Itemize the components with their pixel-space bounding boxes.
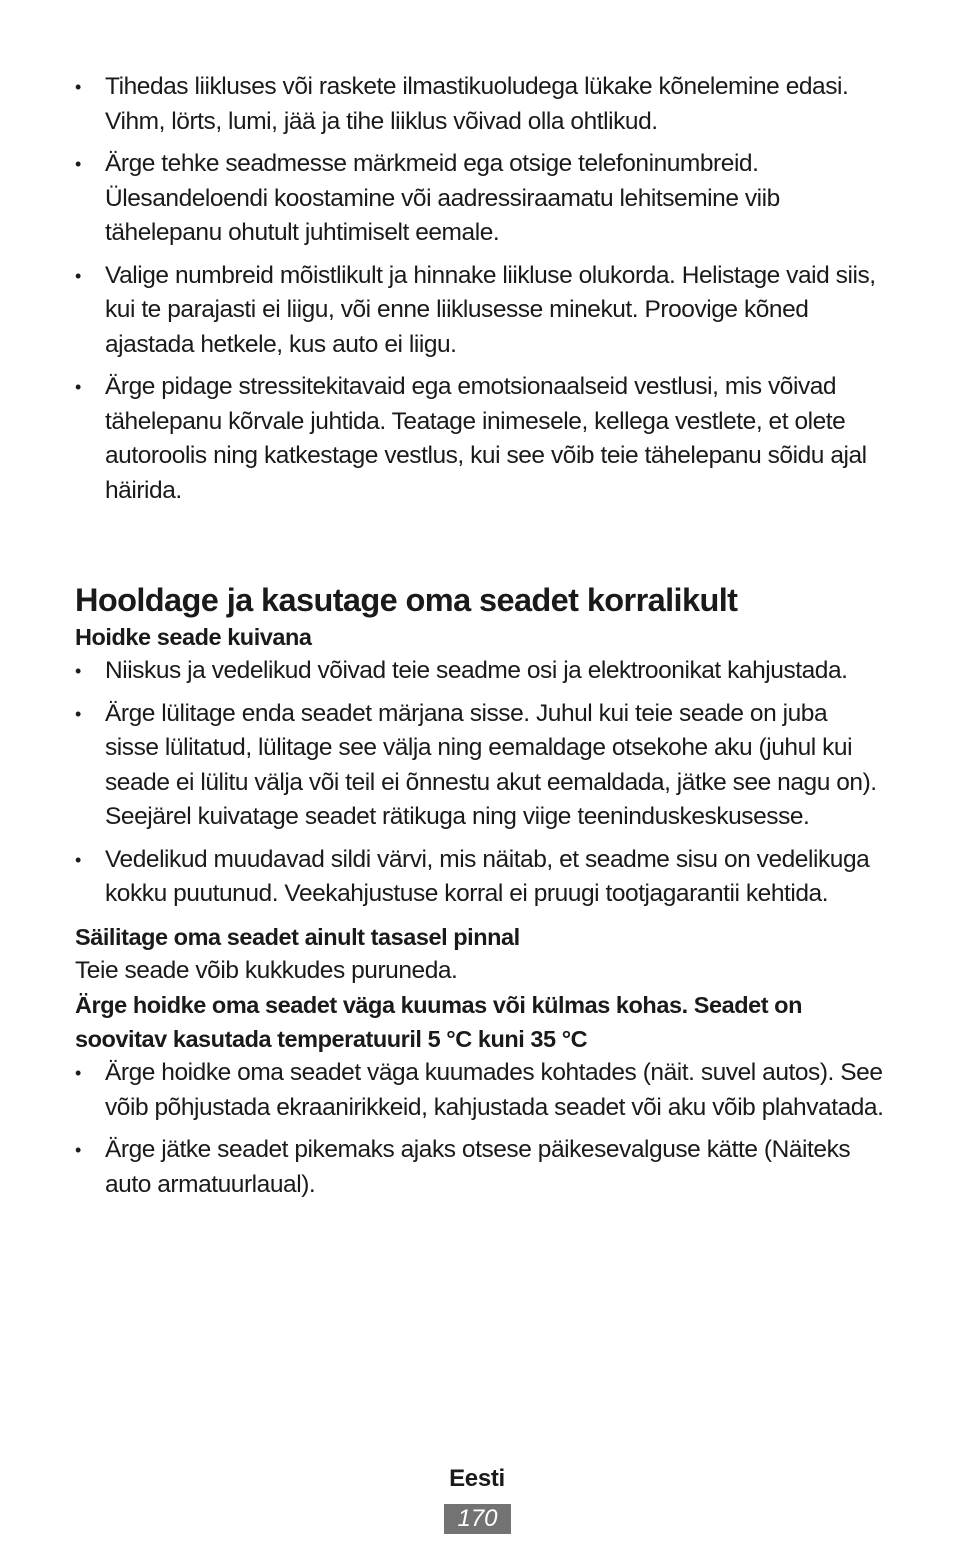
list-item: • Vedelikud muudavad sildi värvi, mis näitab, et seadme sisu on vedelikuga kokku puutunud. Veekahjustuse korral ei pruugi tootjagarantii kehtida.: [75, 843, 885, 912]
document-page: [75, 70, 885, 1210]
subsection-heading-temperature: Ärge hoidke oma seadet väga kuumas või külmas kohas. Seadet on soovitav kasutada temperatuuril 5 °C kuni 35 °C: [75, 992, 802, 1052]
temperature-bullet-list: [75, 1056, 885, 1202]
intro-bullet-list: [75, 70, 885, 508]
list-item: • Tihedas liikluses või raskete ilmastikuoludega lükake kõnelemine edasi. Vihm, lörts, lumi, jää ja tihe liiklus võivad olla ohtlikud.: [75, 70, 885, 139]
flat-surface-text: Teie seade võib kukkudes puruneda.: [75, 956, 458, 984]
dry-bullet-list: [75, 654, 885, 912]
section-title: Hooldage ja kasutage oma seadet korralikult: [75, 582, 738, 618]
subsection-heading-flat: Säilitage oma seadet ainult tasasel pinnal: [75, 923, 520, 950]
list-item: • Valige numbreid mõistlikult ja hinnake liikluse olukorda. Helistage vaid siis, kui te parajasti ei liigu, või enne liiklusesse minekut. Proovige kõned ajastada hetkele, kus auto ei liigu.: [75, 259, 885, 363]
subsection-heading-dry: Hoidke seade kuivana: [75, 624, 312, 650]
page-number: 170: [444, 1504, 511, 1534]
list-item: • Ärge pidage stressitekitavaid ega emotsionaalseid vestlusi, mis võivad tähelepanu kõrvale juhtida. Teatage inimesele, kellega vestlete, et olete autoroolis ning katkestage vestlus, kui see võib teie tähelepanu sõidu ajal häirida.: [75, 370, 885, 508]
list-item: • Ärge tehke seadmesse märkmeid ega otsige telefoninumbreid. Ülesandeloendi koostamine või aadressiraamatu lehitsemine viib tähelepanu ohutult juhtimiselt eemale.: [75, 147, 885, 251]
list-item: • Niiskus ja vedelikud võivad teie seadme osi ja elektroonikat kahjustada.: [75, 654, 885, 689]
list-item: • Ärge jätke seadet pikemaks ajaks otsese päikesevalguse kätte (Näiteks auto armatuurlaual).: [75, 1133, 885, 1202]
list-item: • Ärge lülitage enda seadet märjana sisse. Juhul kui teie seade on juba sisse lülitatud, lülitage see välja ning eemaldage otsekohe aku (juhul kui seade ei lülitu välja või teil ei õnnestu akut eemaldada, jätke see nagu on). Seejärel kuivatage seadet rätikuga ning viige teeninduskeskusesse.: [75, 697, 885, 835]
list-item: • Ärge hoidke oma seadet väga kuumades kohtades (näit. suvel autos). See võib põhjustada ekraanirikkeid, kahjustada seadet või aku võib plahvatada.: [75, 1056, 885, 1125]
footer-language: Eesti: [449, 1465, 505, 1492]
